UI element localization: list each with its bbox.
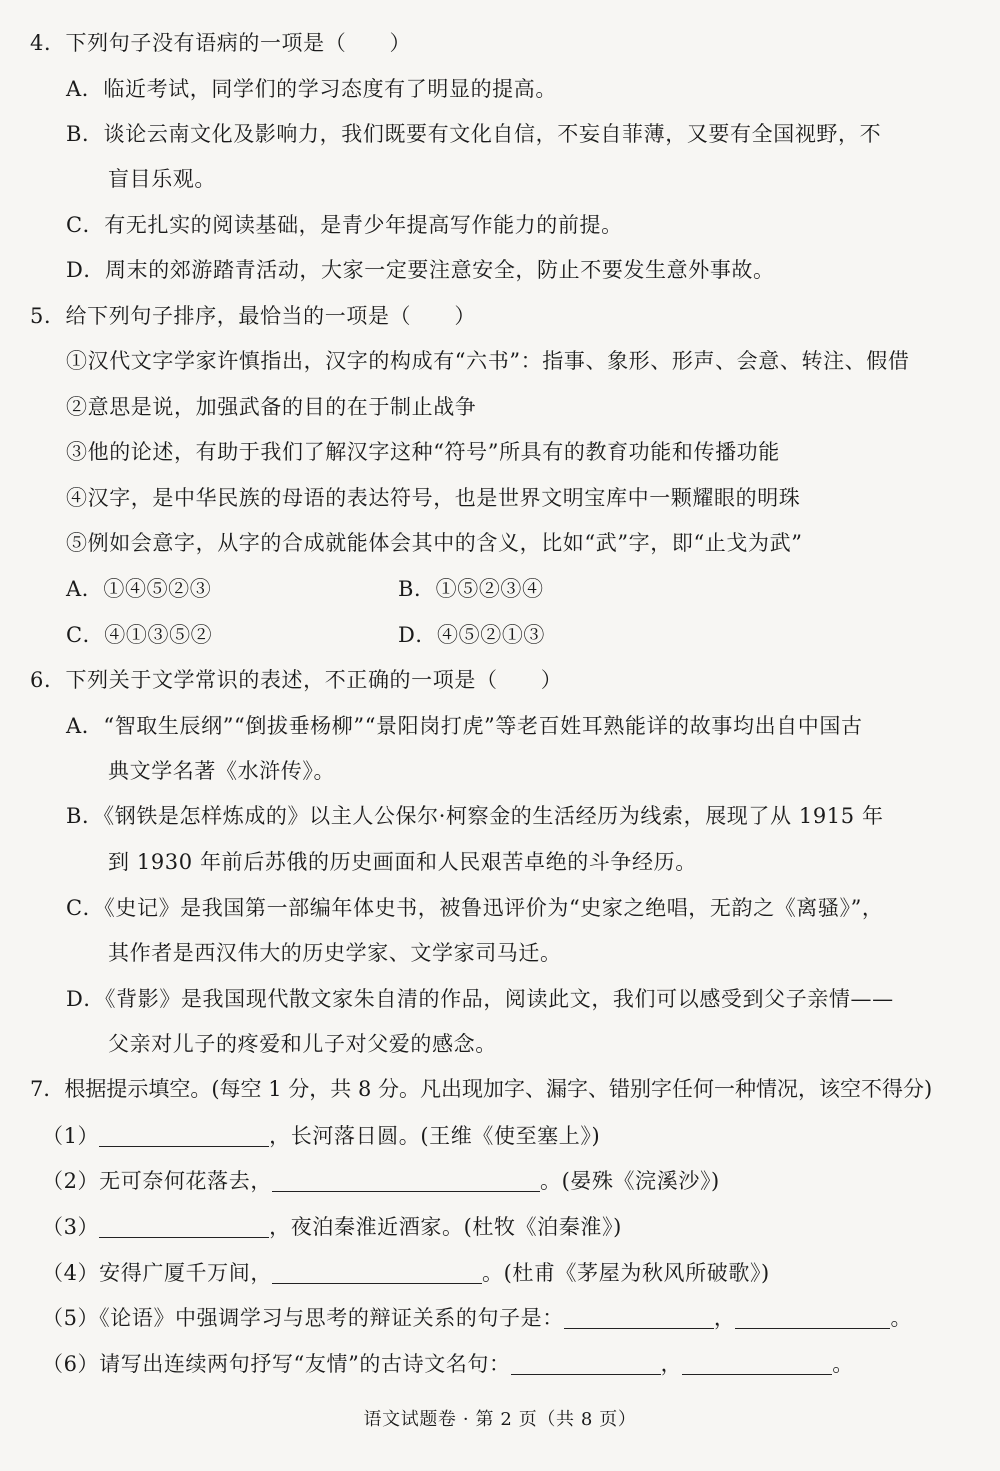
q5-sentence-2: ②意思是说，加强武备的目的在于制止战争 [66, 395, 477, 419]
q6-option-d-line2: 父亲对儿子的疼爱和儿子对父爱的感念。 [108, 1032, 497, 1056]
q7-stem: 7．根据提示填空。(每空 1 分，共 8 分。凡出现加字、漏字、错别字任何一种情况，该空不得分) [30, 1077, 933, 1101]
q7-item-5 [42, 1303, 912, 1333]
q4-option-b-line2: 盲目乐观。 [108, 167, 216, 191]
q7-item-5-comma: ， [713, 1306, 736, 1330]
q5-sentence-1: ①汉代文字学家许慎指出，汉字的构成有“六书”：指事、象形、形声、会意、转注、假借 [66, 349, 910, 373]
q7-item-1-number: （1） [42, 1124, 100, 1148]
q7-item-4-text: （4）安得广厦千万间， [42, 1261, 272, 1285]
q5-sentence-3: ③他的论述，有助于我们了解汉字这种“符号”所具有的教育功能和传播功能 [66, 440, 780, 464]
q5-option-d: D．④⑤②①③ [398, 623, 546, 647]
q4-option-c: C．有无扎实的阅读基础，是青少年提高写作能力的前提。 [66, 213, 623, 237]
q7-item-6-blank-1[interactable] [511, 1352, 661, 1375]
q7-item-4 [42, 1258, 770, 1288]
q6-option-d-line1: D．《背影》是我国现代散文家朱自清的作品，阅读此文，我们可以感受到父子亲情—— [66, 987, 894, 1011]
page-footer: 语文试题卷 · 第 2 页（共 8 页） [363, 1409, 637, 1430]
q5-option-c: C．④①③⑤② [66, 623, 213, 647]
q6-option-a-line1: A．“智取生辰纲”“倒拔垂杨柳”“景阳岗打虎”等老百姓耳熟能详的故事均出自中国古 [66, 714, 863, 738]
q4-option-a: A．临近考试，同学们的学习态度有了明显的提高。 [66, 77, 557, 101]
q5-sentence-4: ④汉字，是中华民族的母语的表达符号，也是世界文明宝库中一颗耀眼的明珠 [66, 486, 801, 510]
q7-item-3-number: （3） [42, 1215, 100, 1239]
q7-item-4-blank[interactable] [272, 1261, 482, 1284]
q6-option-b-line2: 到 1930 年前后苏俄的历史画面和人民艰苦卓绝的斗争经历。 [108, 850, 697, 874]
q7-item-6 [42, 1349, 854, 1379]
q7-item-6-comma: ， [660, 1352, 683, 1376]
q5-sentence-5: ⑤例如会意字，从字的合成就能体会其中的含义，比如“武”字，即“止戈为武” [66, 531, 803, 555]
q5-stem: 5．给下列句子排序，最恰当的一项是（ ） [30, 304, 476, 328]
q7-item-5-text: （5）《论语》中强调学习与思考的辩证关系的句子是： [42, 1306, 564, 1330]
q6-option-b-line1: B．《钢铁是怎样炼成的》以主人公保尔·柯察金的生活经历为线索，展现了从 1915 年 [66, 804, 884, 828]
q7-item-2-text: （2）无可奈何花落去， [42, 1169, 272, 1193]
q7-item-5-blank-1[interactable] [564, 1306, 714, 1329]
q7-item-1 [42, 1121, 600, 1151]
q7-item-3-text: ，夜泊秦淮近酒家。(杜牧《泊秦淮》) [269, 1215, 622, 1239]
q7-item-3-blank[interactable] [99, 1215, 269, 1238]
q7-item-6-text: （6）请写出连续两句抒写“友情”的古诗文名句： [42, 1352, 511, 1376]
q6-option-a-line2: 典文学名著《水浒传》。 [108, 759, 336, 783]
q7-item-1-blank[interactable] [99, 1124, 269, 1147]
q6-option-c-line1: C．《史记》是我国第一部编年体史书，被鲁迅评价为“史家之绝唱，无韵之《离骚》”， [66, 896, 884, 920]
q7-item-2 [42, 1166, 720, 1196]
q7-item-5-period: 。 [890, 1306, 913, 1330]
q7-item-6-period: 。 [832, 1352, 854, 1376]
q5-option-b: B．①⑤②③④ [398, 577, 544, 601]
q5-option-a: A．①④⑤②③ [66, 577, 212, 601]
q4-option-d: D．周末的郊游踏青活动，大家一定要注意安全，防止不要发生意外事故。 [66, 258, 775, 282]
q6-stem: 6．下列关于文学常识的表述，不正确的一项是（ ） [30, 668, 563, 692]
q7-item-6-blank-2[interactable] [682, 1352, 832, 1375]
q6-option-c-line2: 其作者是西汉伟大的历史学家、文学家司马迁。 [108, 941, 562, 965]
q7-item-3 [42, 1212, 622, 1242]
q7-item-2-source: 。(晏殊《浣溪沙》) [539, 1169, 720, 1193]
q7-item-4-source: 。(杜甫《茅屋为秋风所破歌》) [481, 1261, 770, 1285]
q4-stem: 4．下列句子没有语病的一项是（ ） [30, 31, 412, 55]
q7-item-1-text: ，长河落日圆。(王维《使至塞上》) [269, 1124, 601, 1148]
q7-item-2-blank[interactable] [272, 1169, 540, 1192]
q4-option-b-line1: B．谈论云南文化及影响力，我们既要有文化自信，不妄自菲薄，又要有全国视野，不 [66, 122, 882, 146]
q7-item-5-blank-2[interactable] [735, 1306, 890, 1329]
